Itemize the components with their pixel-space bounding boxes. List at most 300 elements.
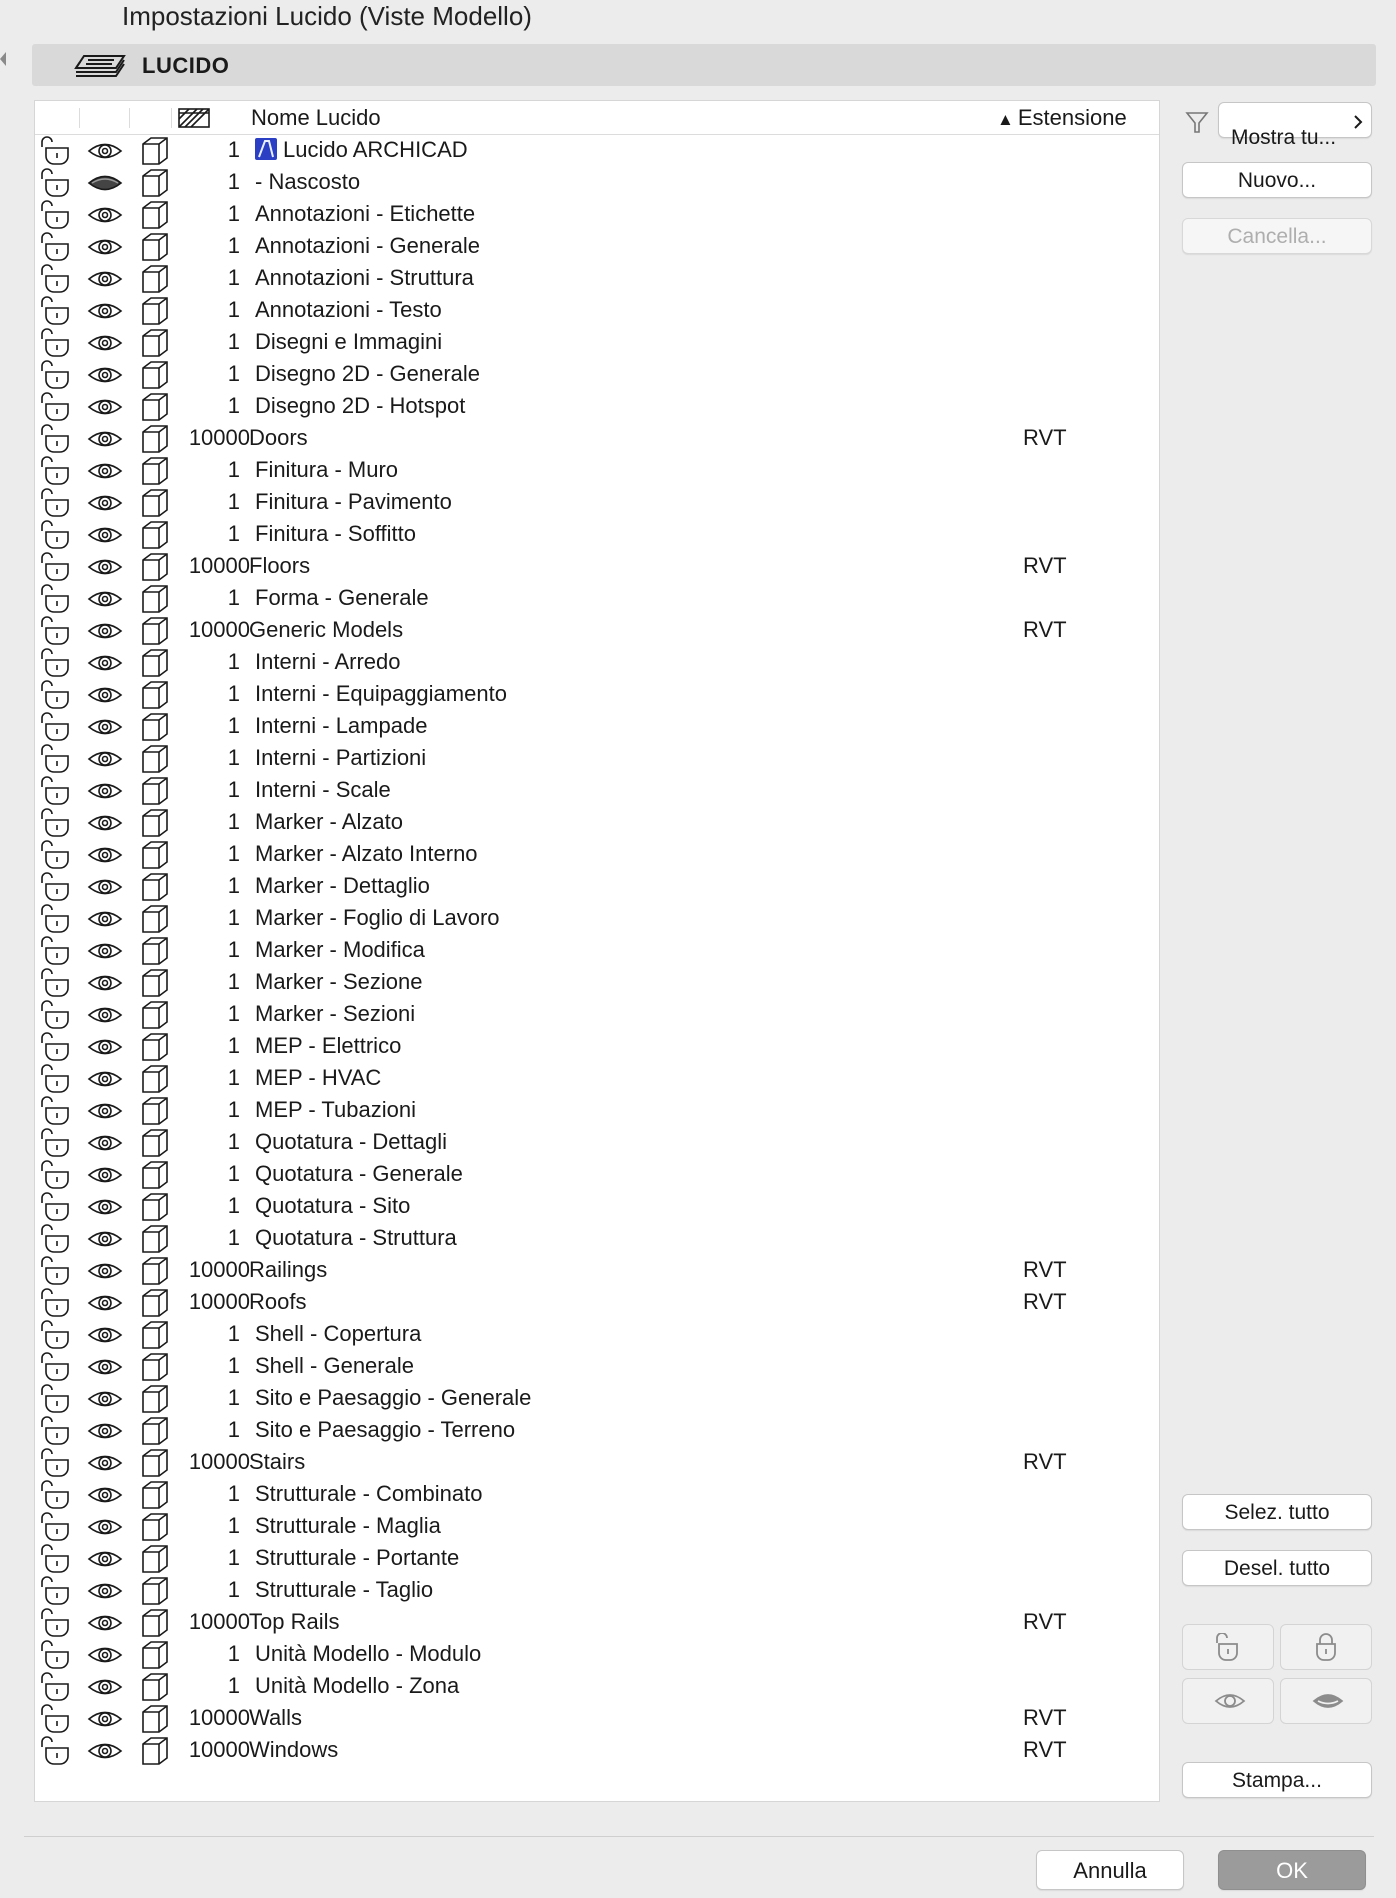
layer-name[interactable]	[255, 137, 468, 163]
deselect-all-button[interactable]: Desel. tutto	[1182, 1550, 1372, 1586]
layer-mode-icon[interactable]	[139, 456, 171, 486]
layer-name[interactable]	[255, 393, 465, 419]
layer-row[interactable]	[35, 711, 1159, 743]
layer-mode-icon[interactable]	[139, 1704, 171, 1734]
layer-row[interactable]	[35, 1575, 1159, 1607]
layer-row[interactable]	[35, 1479, 1159, 1511]
unlock-icon[interactable]	[39, 936, 73, 966]
layer-mode-icon[interactable]	[139, 840, 171, 870]
layer-mode-icon[interactable]	[139, 1352, 171, 1382]
layer-row[interactable]	[35, 647, 1159, 679]
eye-icon[interactable]	[87, 1483, 123, 1507]
layer-name[interactable]	[255, 1225, 457, 1251]
unlock-icon[interactable]	[39, 1448, 73, 1478]
layer-row[interactable]	[35, 1255, 1159, 1287]
layer-name[interactable]	[255, 1193, 410, 1219]
eye-icon[interactable]	[87, 1387, 123, 1411]
layer-mode-icon[interactable]	[139, 1064, 171, 1094]
unlock-icon[interactable]	[39, 584, 73, 614]
eye-icon[interactable]	[87, 1291, 123, 1315]
unlock-icon[interactable]	[39, 1512, 73, 1542]
show-selected-button[interactable]	[1182, 1678, 1274, 1724]
layer-mode-icon[interactable]	[139, 1448, 171, 1478]
unlock-icon[interactable]	[39, 808, 73, 838]
unlock-icon[interactable]	[39, 1192, 73, 1222]
layer-name[interactable]	[255, 1065, 381, 1091]
layer-row[interactable]	[35, 455, 1159, 487]
layer-name[interactable]	[255, 873, 430, 899]
eye-icon[interactable]	[87, 939, 123, 963]
unlock-icon[interactable]	[39, 264, 73, 294]
layer-name[interactable]	[255, 585, 429, 611]
layer-row[interactable]	[35, 295, 1159, 327]
unlock-icon[interactable]	[39, 840, 73, 870]
layer-row[interactable]	[35, 1127, 1159, 1159]
unlock-icon[interactable]	[39, 1736, 73, 1766]
layer-mode-icon[interactable]	[139, 1576, 171, 1606]
layer-list[interactable]	[34, 100, 1160, 1802]
layer-name[interactable]	[255, 681, 507, 707]
unlock-icon[interactable]	[39, 1160, 73, 1190]
layer-mode-icon[interactable]	[139, 424, 171, 454]
eye-icon[interactable]	[87, 1419, 123, 1443]
unlock-icon[interactable]	[39, 1672, 73, 1702]
layer-name-text: Annotazioni - Struttura	[255, 265, 474, 290]
layer-name[interactable]	[249, 1289, 306, 1315]
unlock-icon[interactable]	[39, 1224, 73, 1254]
layer-name[interactable]	[255, 1097, 416, 1123]
cancel-button[interactable]: Annulla	[1036, 1850, 1184, 1890]
layer-name[interactable]	[255, 233, 480, 259]
layer-pen-number: 10000	[188, 553, 250, 578]
eye-icon[interactable]	[87, 1515, 123, 1539]
layer-mode-icon[interactable]	[139, 360, 171, 390]
layer-name[interactable]	[255, 1385, 531, 1411]
window-titlebar	[0, 0, 1396, 34]
layer-mode-icon[interactable]	[139, 1512, 171, 1542]
eye-icon[interactable]	[87, 1611, 123, 1635]
layer-row[interactable]	[35, 1191, 1159, 1223]
layer-name[interactable]	[255, 1033, 401, 1059]
unlock-icon[interactable]	[39, 1352, 73, 1382]
unlock-icon[interactable]	[39, 1704, 73, 1734]
layer-row[interactable]	[35, 871, 1159, 903]
layer-mode-icon[interactable]	[139, 1608, 171, 1638]
layer-name-text: Annotazioni - Generale	[255, 233, 481, 258]
unlock-icon[interactable]	[39, 744, 73, 774]
layer-name[interactable]	[255, 361, 480, 387]
layer-pen-number: 1	[227, 1353, 240, 1378]
eye-icon[interactable]	[87, 1451, 123, 1475]
layer-row[interactable]	[35, 263, 1159, 295]
eye-icon[interactable]	[87, 587, 123, 611]
layer-row[interactable]	[35, 1639, 1159, 1671]
layer-name[interactable]	[255, 1353, 414, 1379]
layer-mode-icon[interactable]	[139, 872, 171, 902]
eye-icon[interactable]	[87, 1003, 123, 1027]
layer-name[interactable]	[255, 809, 403, 835]
eye-icon[interactable]	[87, 363, 123, 387]
unlock-icon[interactable]	[39, 1096, 73, 1126]
eye-icon[interactable]	[87, 843, 123, 867]
layer-mode-icon[interactable]	[139, 808, 171, 838]
eye-icon[interactable]	[87, 395, 123, 419]
layer-row[interactable]	[35, 839, 1159, 871]
new-layer-button[interactable]: Nuovo...	[1182, 162, 1372, 198]
eye-icon[interactable]	[87, 1579, 123, 1603]
unlock-icon[interactable]	[39, 1032, 73, 1062]
unlock-icon[interactable]	[39, 136, 73, 166]
eye-icon[interactable]	[87, 1355, 123, 1379]
unlock-icon[interactable]	[39, 1480, 73, 1510]
layer-name[interactable]	[255, 1129, 447, 1155]
eye-icon[interactable]	[87, 875, 123, 899]
eye-icon[interactable]	[87, 427, 123, 451]
layer-mode-icon[interactable]	[139, 1416, 171, 1446]
layer-name[interactable]	[255, 297, 442, 323]
eye-icon[interactable]	[87, 779, 123, 803]
eye-icon[interactable]	[87, 907, 123, 931]
layer-mode-icon[interactable]	[139, 1032, 171, 1062]
layer-row[interactable]	[35, 1447, 1159, 1479]
layer-mode-icon[interactable]	[139, 328, 171, 358]
unlock-icon[interactable]	[39, 872, 73, 902]
unlock-icon[interactable]	[39, 904, 73, 934]
eye-icon[interactable]	[87, 971, 123, 995]
layer-mode-icon[interactable]	[139, 616, 171, 646]
layer-name-text: MEP - Tubazioni	[255, 1097, 417, 1122]
layer-mode-icon[interactable]	[139, 968, 171, 998]
layer-row[interactable]	[35, 327, 1159, 359]
layer-name[interactable]	[255, 905, 500, 931]
layer-mode-icon[interactable]	[139, 520, 171, 550]
layer-row[interactable]	[35, 167, 1159, 199]
layer-name[interactable]	[255, 1321, 421, 1347]
layer-row[interactable]	[35, 359, 1159, 391]
layer-name[interactable]	[255, 713, 427, 739]
eye-icon[interactable]	[87, 459, 123, 483]
unlock-icon[interactable]	[39, 200, 73, 230]
layer-name-text: Marker - Alzato Interno	[255, 841, 478, 866]
layer-row[interactable]	[35, 1287, 1159, 1319]
unlock-icon[interactable]	[39, 712, 73, 742]
eye-icon[interactable]	[87, 1035, 123, 1059]
collapse-arrow-icon[interactable]	[0, 50, 6, 68]
eye-icon[interactable]	[87, 1547, 123, 1571]
layer-name-text: Interni - Lampade	[255, 713, 428, 738]
filter-icon[interactable]	[1185, 110, 1209, 136]
layer-mode-icon[interactable]	[139, 1672, 171, 1702]
layer-row[interactable]	[35, 1383, 1159, 1415]
sort-ascending-icon: ▲	[997, 110, 1014, 129]
layer-name[interactable]	[255, 649, 401, 675]
eye-icon[interactable]	[87, 1323, 123, 1347]
layer-mode-icon[interactable]	[139, 648, 171, 678]
layer-row[interactable]	[35, 1063, 1159, 1095]
layer-name[interactable]	[255, 265, 474, 291]
eye-icon[interactable]	[87, 1259, 123, 1283]
layer-row[interactable]	[35, 1159, 1159, 1191]
layer-pen-number: 1	[227, 1161, 240, 1186]
layer-mode-icon[interactable]	[139, 1000, 171, 1030]
layer-row[interactable]	[35, 231, 1159, 263]
unlock-icon[interactable]	[39, 1576, 73, 1606]
eye-icon[interactable]	[87, 1643, 123, 1667]
layer-name[interactable]	[255, 969, 423, 995]
eye-icon[interactable]	[87, 683, 123, 707]
unlock-icon[interactable]	[39, 424, 73, 454]
unlock-icon[interactable]	[39, 456, 73, 486]
layer-row[interactable]	[35, 551, 1159, 583]
layer-row[interactable]	[35, 583, 1159, 615]
layer-name-text: Generic Models	[249, 617, 404, 642]
layer-name[interactable]	[255, 777, 391, 803]
eye-icon[interactable]	[87, 235, 123, 259]
unlock-icon[interactable]	[39, 1288, 73, 1318]
unlock-icon[interactable]	[39, 232, 73, 262]
layer-name[interactable]	[255, 745, 426, 771]
eye-icon[interactable]	[87, 299, 123, 323]
layer-mode-icon[interactable]	[139, 1288, 171, 1318]
layer-mode-icon[interactable]	[139, 136, 171, 166]
layer-row[interactable]	[35, 775, 1159, 807]
layer-name[interactable]	[255, 201, 475, 227]
layer-name[interactable]	[255, 937, 425, 963]
show-filter-dropdown[interactable]	[1218, 102, 1372, 149]
layer-name[interactable]	[255, 521, 416, 547]
layer-mode-icon[interactable]	[139, 264, 171, 294]
layer-row[interactable]	[35, 615, 1159, 647]
layer-row[interactable]	[35, 391, 1159, 423]
layer-mode-icon[interactable]	[139, 1544, 171, 1574]
layer-row[interactable]	[35, 1223, 1159, 1255]
eye-icon[interactable]	[87, 1067, 123, 1091]
layer-name-text: Quotatura - Sito	[255, 1193, 411, 1218]
layer-mode-icon[interactable]	[139, 1224, 171, 1254]
unlock-icon[interactable]	[39, 1000, 73, 1030]
layer-mode-icon[interactable]	[139, 1384, 171, 1414]
layer-mode-icon[interactable]	[139, 200, 171, 230]
layer-mode-icon[interactable]	[139, 1256, 171, 1286]
layer-row[interactable]	[35, 967, 1159, 999]
eye-icon[interactable]	[87, 267, 123, 291]
unlock-icon[interactable]	[39, 616, 73, 646]
layer-mode-icon[interactable]	[139, 552, 171, 582]
unlock-icon[interactable]	[39, 1608, 73, 1638]
unlock-icon[interactable]	[39, 1128, 73, 1158]
layer-extension: RVT	[1023, 1737, 1067, 1762]
column-header-name[interactable]: Nome Lucido	[251, 105, 381, 130]
layer-row[interactable]	[35, 743, 1159, 775]
layer-name-text: Finitura - Soffitto	[255, 521, 416, 546]
unlock-selected-button[interactable]	[1182, 1624, 1274, 1670]
layer-pen-number: 1	[227, 1513, 240, 1538]
layer-name[interactable]	[255, 1673, 459, 1699]
layer-name[interactable]	[255, 1417, 515, 1443]
hide-selected-button[interactable]	[1280, 1678, 1372, 1724]
unlock-icon[interactable]	[39, 1416, 73, 1446]
unlock-icon[interactable]	[39, 360, 73, 390]
layer-row[interactable]	[35, 1735, 1159, 1767]
layer-row[interactable]	[35, 1671, 1159, 1703]
layer-mode-icon[interactable]	[139, 1192, 171, 1222]
layer-name[interactable]	[249, 1737, 338, 1763]
eye-icon[interactable]	[87, 523, 123, 547]
layer-name-text: Quotatura - Generale	[255, 1161, 463, 1186]
layer-name[interactable]	[255, 329, 442, 355]
layer-row[interactable]	[35, 1415, 1159, 1447]
layer-mode-icon[interactable]	[139, 1096, 171, 1126]
ok-button[interactable]: OK	[1218, 1850, 1366, 1890]
layer-name[interactable]	[249, 553, 310, 579]
eye-icon[interactable]	[87, 1675, 123, 1699]
layer-mode-icon[interactable]	[139, 904, 171, 934]
layer-row[interactable]	[35, 199, 1159, 231]
eye-icon[interactable]	[87, 747, 123, 771]
layer-name[interactable]	[255, 1481, 482, 1507]
unlock-icon[interactable]	[39, 328, 73, 358]
unlock-icon[interactable]	[39, 1064, 73, 1094]
layer-mode-icon[interactable]	[139, 392, 171, 422]
layer-name[interactable]	[249, 1609, 339, 1635]
layer-row[interactable]	[35, 487, 1159, 519]
layer-name[interactable]	[255, 1001, 415, 1027]
unlock-icon[interactable]	[39, 1320, 73, 1350]
layer-name[interactable]	[249, 425, 308, 451]
layer-mode-icon[interactable]	[139, 1160, 171, 1190]
unlock-icon[interactable]	[39, 552, 73, 582]
eye-icon[interactable]	[87, 619, 123, 643]
layer-row[interactable]	[35, 423, 1159, 455]
unlock-icon[interactable]	[39, 520, 73, 550]
unlock-icon[interactable]	[39, 392, 73, 422]
eye-icon[interactable]	[87, 1131, 123, 1155]
layer-row[interactable]	[35, 1703, 1159, 1735]
unlock-icon[interactable]	[39, 648, 73, 678]
layer-name-text: Annotazioni - Etichette	[255, 201, 476, 226]
unlock-icon[interactable]	[39, 968, 73, 998]
layer-row[interactable]	[35, 1351, 1159, 1383]
layer-mode-icon[interactable]	[139, 584, 171, 614]
layer-mode-icon[interactable]	[139, 488, 171, 518]
layer-pen-number: 1	[227, 1545, 240, 1570]
layer-name[interactable]	[255, 457, 398, 483]
layer-mode-icon[interactable]	[139, 744, 171, 774]
eye-icon[interactable]	[87, 651, 123, 675]
unlock-icon[interactable]	[39, 776, 73, 806]
unlock-icon[interactable]	[39, 1640, 73, 1670]
layer-name-text: Walls	[249, 1705, 302, 1730]
delete-layer-button[interactable]: Cancella...	[1182, 218, 1372, 254]
layer-name-text: Shell - Generale	[255, 1353, 414, 1378]
eye-icon[interactable]	[87, 1227, 123, 1251]
unlock-icon[interactable]	[39, 1544, 73, 1574]
layer-mode-icon[interactable]	[139, 1480, 171, 1510]
layer-mode-icon[interactable]	[139, 1320, 171, 1350]
layer-row[interactable]	[35, 1319, 1159, 1351]
layer-name-text: Sito e Paesaggio - Terreno	[255, 1417, 516, 1442]
layer-row[interactable]	[35, 807, 1159, 839]
layer-name[interactable]	[255, 841, 478, 867]
print-button[interactable]: Stampa...	[1182, 1762, 1372, 1798]
layer-pen-number: 1	[227, 937, 240, 962]
select-all-button[interactable]: Selez. tutto	[1182, 1494, 1372, 1530]
layer-mode-icon[interactable]	[139, 168, 171, 198]
layer-name[interactable]	[255, 1641, 481, 1667]
eye-icon[interactable]	[87, 491, 123, 515]
eye-icon[interactable]	[87, 715, 123, 739]
column-header-extension[interactable]	[997, 105, 1127, 131]
layer-row[interactable]	[35, 1543, 1159, 1575]
layer-name[interactable]	[249, 617, 403, 643]
eye-icon[interactable]	[87, 555, 123, 579]
layer-mode-icon[interactable]	[139, 712, 171, 742]
layer-row[interactable]	[35, 999, 1159, 1031]
layer-mode-icon[interactable]	[139, 1640, 171, 1670]
layer-row[interactable]	[35, 1031, 1159, 1063]
layer-name[interactable]	[255, 489, 452, 515]
unlock-icon[interactable]	[39, 296, 73, 326]
eye-icon[interactable]	[87, 1707, 123, 1731]
layer-name[interactable]	[255, 1161, 463, 1187]
layer-name[interactable]	[255, 169, 360, 195]
layer-row[interactable]	[35, 935, 1159, 967]
layer-row[interactable]	[35, 679, 1159, 711]
eye-icon[interactable]	[87, 203, 123, 227]
unlock-icon[interactable]	[39, 1384, 73, 1414]
lock-selected-button[interactable]	[1280, 1624, 1372, 1670]
layer-name[interactable]	[249, 1257, 327, 1283]
layer-row[interactable]	[35, 1095, 1159, 1127]
layer-mode-icon[interactable]	[139, 936, 171, 966]
eye-icon[interactable]	[87, 1739, 123, 1763]
layer-row[interactable]	[35, 1511, 1159, 1543]
eye-icon[interactable]	[87, 811, 123, 835]
layer-name[interactable]	[255, 1513, 441, 1539]
eye-closed-icon[interactable]	[87, 171, 123, 195]
layer-name[interactable]	[249, 1449, 305, 1475]
layer-mode-icon[interactable]	[139, 1736, 171, 1766]
eye-icon[interactable]	[87, 139, 123, 163]
unlock-icon[interactable]	[39, 168, 73, 198]
layer-mode-icon[interactable]	[139, 232, 171, 262]
layer-mode-icon[interactable]	[139, 776, 171, 806]
eye-icon[interactable]	[87, 1099, 123, 1123]
layer-row[interactable]	[35, 135, 1159, 167]
layer-pen-number: 1	[227, 777, 240, 802]
layer-name[interactable]	[255, 1577, 433, 1603]
eye-icon[interactable]	[87, 1163, 123, 1187]
layer-mode-icon[interactable]	[139, 1128, 171, 1158]
unlock-icon[interactable]	[39, 1256, 73, 1286]
column-separator	[129, 108, 130, 128]
layer-pen-number: 1	[227, 1385, 240, 1410]
layer-name[interactable]	[249, 1705, 302, 1731]
layer-row[interactable]	[35, 1607, 1159, 1639]
layers-icon	[74, 50, 126, 80]
eye-icon[interactable]	[87, 331, 123, 355]
layer-row[interactable]	[35, 903, 1159, 935]
layer-name[interactable]	[255, 1545, 459, 1571]
layer-row[interactable]	[35, 519, 1159, 551]
layer-mode-icon[interactable]	[139, 296, 171, 326]
unlock-icon[interactable]	[39, 680, 73, 710]
pattern-icon[interactable]	[177, 105, 213, 131]
eye-icon[interactable]	[87, 1195, 123, 1219]
layer-pen-number: 1	[227, 1065, 240, 1090]
unlock-icon[interactable]	[39, 488, 73, 518]
layer-mode-icon[interactable]	[139, 680, 171, 710]
